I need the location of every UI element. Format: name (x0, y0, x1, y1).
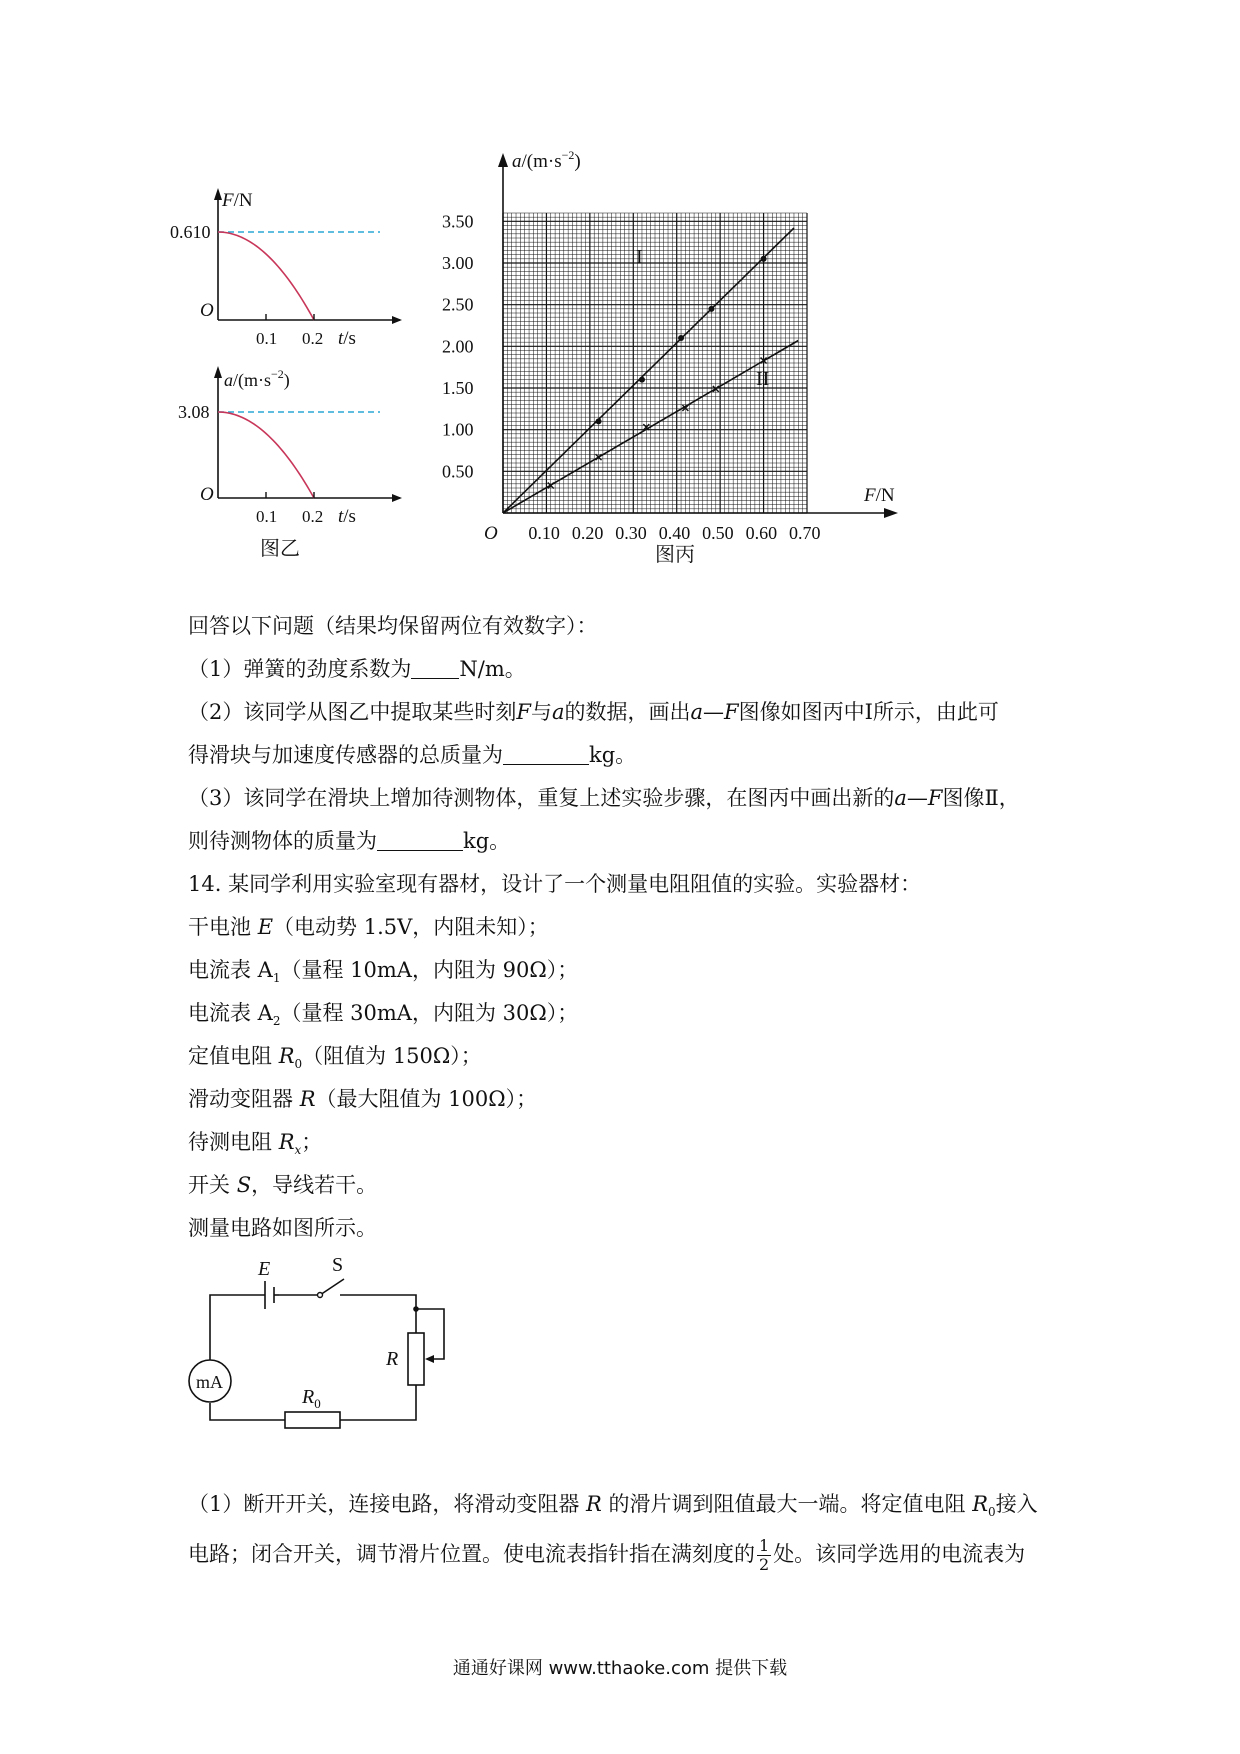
resistor-label: $R_0$ (302, 1386, 321, 1411)
fraction: $\frac{1}{2}$ (759, 1536, 770, 1574)
y-tick-label: 2.00 (442, 336, 474, 357)
x-axis-label: t/s (338, 506, 356, 527)
text-line: （2）该同学从图乙中提取某些时刻F与a的数据，画出a—F图像如图丙中Ⅰ所示，由此可 (188, 700, 999, 724)
line-label-II: II (756, 368, 770, 390)
text-line: 测量电路如图所示。 (188, 1216, 377, 1240)
battery-label: E (258, 1258, 271, 1280)
origin-label: O (200, 300, 214, 321)
value-label: 0.610 (170, 222, 211, 242)
text-line: 电流表 $A_2$（量程 30mA，内阻为 30Ω）； (188, 1001, 579, 1029)
origin-label: O (484, 523, 498, 544)
circuit-diagram (180, 1255, 460, 1445)
y-tick-label: 3.50 (442, 211, 474, 232)
tick-label: 0.1 (256, 507, 278, 526)
x-tick-label: 0.30 (615, 523, 647, 543)
text-line: 定值电阻 $R_0$（阻值为 150Ω）； (188, 1044, 482, 1072)
x-tick-label: 0.20 (571, 523, 604, 543)
switch-label: S (332, 1254, 344, 1276)
step-text (188, 1483, 1068, 1576)
tick-label: 0.2 (302, 329, 324, 348)
data-point (678, 335, 684, 341)
line-label-I: I (636, 246, 643, 268)
f-t-curve (218, 232, 314, 320)
data-points (548, 256, 770, 489)
x-tick-label: 0.10 (528, 523, 560, 543)
milliammeter-label: mA (196, 1372, 223, 1392)
text-line: 则待测物体的质量为 kg。 (188, 829, 511, 853)
text-line: 开关 S，导线若干。 (188, 1173, 378, 1197)
y-tick-label: 3.00 (442, 253, 474, 273)
tick-label: 0.1 (256, 329, 278, 348)
data-point (639, 377, 645, 383)
x-tick-labels (528, 523, 820, 543)
text-line: 滑动变阻器 R（最大阻值为 100Ω）； (188, 1087, 538, 1111)
y-axis-label: $a/(m\cdot s^{-2})$ (224, 367, 290, 390)
text-line: 回答以下问题（结果均保留两位有效数字）： (188, 614, 598, 638)
question-text (188, 605, 1068, 1250)
text-line: 电路；闭合开关，调节滑片位置。使电流表指针指在满刻度的 $\frac{1}{2}$ 处。该同学选用的电流表为 (188, 1536, 1026, 1574)
footer: 通通好课网 www.tthaoke.com 提供下载 (452, 1658, 788, 1679)
x-tick-label: 0.40 (658, 523, 691, 543)
text-line: （3）该同学在滑块上增加待测物体，重复上述实验步骤，在图丙中画出新的a—F图像Ⅱ， (188, 786, 1020, 810)
x-tick-label: 0.60 (745, 523, 778, 543)
x-tick-label: 0.70 (789, 523, 821, 543)
tick-label: 0.2 (302, 507, 324, 526)
text-line: 待测电阻 $R_x$； (188, 1130, 323, 1158)
x-axis-label: t/s (338, 328, 356, 349)
a-f-chart (440, 145, 920, 565)
y-tick-labels (442, 211, 474, 481)
value-label: 3.08 (178, 402, 210, 422)
f-t-graph (170, 180, 410, 350)
origin-label: O (200, 484, 214, 505)
data-point (596, 418, 602, 424)
text-line: （1）弹簧的劲度系数为 N/m。 (188, 657, 526, 681)
y-tick-label: 1.50 (442, 378, 474, 398)
x-axis-label: F/N (864, 485, 895, 506)
text-line: （1）断开开关，连接电路，将滑动变阻器 R 的滑片调到阻值最大一端。将定值电阻 $R_0$接入 (188, 1492, 1038, 1520)
data-point (761, 256, 767, 262)
y-axis-label: F/N (222, 190, 253, 211)
data-point (708, 306, 714, 312)
x-tick-label: 0.50 (702, 523, 734, 543)
text-line: 电流表 $A_1$（量程 10mA，内阻为 90Ω）； (188, 958, 579, 986)
y-axis-label: $a/(m\cdot s^{-2})$ (512, 148, 581, 172)
y-tick-label: 1.00 (442, 419, 474, 440)
y-tick-label: 2.50 (442, 294, 474, 315)
y-tick-label: 0.50 (442, 461, 474, 482)
figure-caption: 图乙 (260, 538, 300, 560)
a-t-graph (180, 358, 410, 558)
text-line: 干电池 E（电动势 1.5V，内阻未知）； (188, 915, 549, 939)
a-t-curve (218, 412, 314, 498)
rheostat-label: R (386, 1348, 399, 1370)
text-line: 14. 某同学利用实验室现有器材，设计了一个测量电阻阻值的实验。实验器材： (188, 872, 922, 896)
figure-caption: 图丙 (655, 544, 695, 566)
text-line: 得滑块与加速度传感器的总质量为 kg。 (188, 743, 637, 767)
